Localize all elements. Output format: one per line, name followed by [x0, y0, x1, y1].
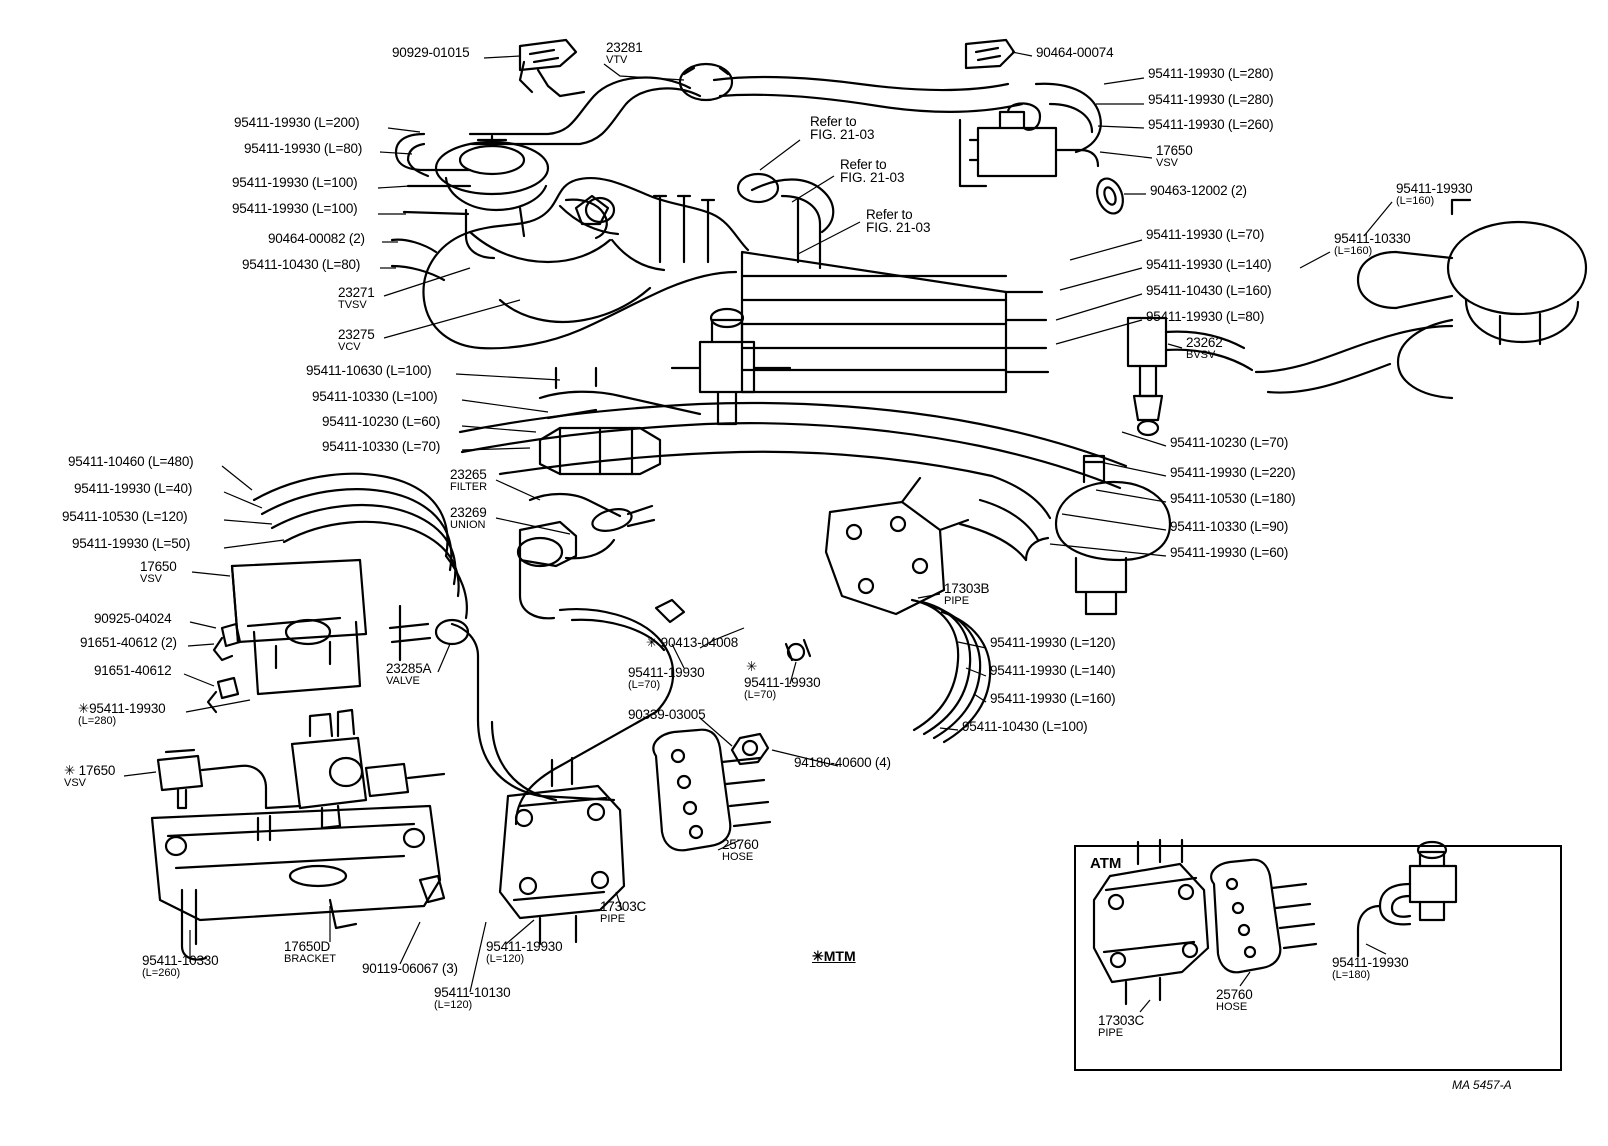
part-label-95411-19930-280-mtm: ✳95411-19930 (L=280) [78, 701, 166, 727]
part-label-95411-10530-120: 95411-10530 (L=120) [62, 509, 188, 524]
part-label-95411-10430-160: 95411-10430 (L=160) [1146, 283, 1272, 298]
part-label-95411-10130-120: 95411-10130 (L=120) [434, 985, 511, 1011]
part-label-95411-19930-60: 95411-19930 (L=60) [1170, 545, 1289, 560]
part-label-95411-19930-120a: 95411-19930 (L=120) [990, 635, 1116, 650]
part-label-95411-10530-180: 95411-10530 (L=180) [1170, 491, 1296, 506]
part-label-95411-19930-70c: 95411-19930 (L=70) [744, 675, 821, 701]
part-label-17303c-pipe: 17303C PIPE [600, 899, 647, 925]
part-label-95411-19930-120b: 95411-19930 (L=120) [486, 939, 563, 965]
part-label-95411-19930-100a: 95411-19930 (L=100) [232, 175, 358, 190]
part-label-17650-vsv-left: 17650 VSV [140, 559, 177, 585]
part-label-23285a-valve: 23285A VALVE [386, 661, 432, 687]
refer-note-1: Refer to FIG. 21-03 [810, 114, 875, 142]
part-label-95411-10230-60: 95411-10230 (L=60) [322, 414, 441, 429]
part-label-94180-40600: 94180-40600 (4) [794, 755, 891, 770]
inset-label-17303c: 17303C PIPE [1098, 1013, 1145, 1039]
part-label-23275-vcv: 23275 VCV [338, 327, 375, 353]
part-label-90119-06067: 90119-06067 (3) [362, 961, 458, 976]
part-label-95411-19930-80a: 95411-19930 (L=80) [244, 141, 363, 156]
part-label-95411-19930-70a: 95411-19930 (L=70) [1146, 227, 1265, 242]
part-label-95411-19930-280a: 95411-19930 (L=280) [1148, 66, 1274, 81]
part-label-23271-tvsv: 23271 TVSV [338, 285, 375, 311]
part-label-95411-19930-200: 95411-19930 (L=200) [234, 115, 360, 130]
part-label-95411-10330-70: 95411-10330 (L=70) [322, 439, 441, 454]
atm-inset-box [1074, 845, 1562, 1071]
inset-label-95411-19930-180: 95411-19930 (L=180) [1332, 955, 1409, 981]
part-label-95411-10330-260: 95411-10330 (L=260) [142, 953, 219, 979]
part-label-95411-10230-70: 95411-10230 (L=70) [1170, 435, 1289, 450]
part-label-95411-19930-280b: 95411-19930 (L=280) [1148, 92, 1274, 107]
part-label-95411-10430-80: 95411-10430 (L=80) [242, 257, 361, 272]
part-label-95411-19930-50: 95411-19930 (L=50) [72, 536, 191, 551]
part-label-95411-10330-100: 95411-10330 (L=100) [312, 389, 438, 404]
part-label-95411-19930-100b: 95411-19930 (L=100) [232, 201, 358, 216]
part-label-95411-19930-140b: 95411-19930 (L=140) [990, 663, 1116, 678]
part-label-90339-03005: 90339-03005 [628, 707, 706, 722]
part-label-91651-40612-2: 91651-40612 (2) [80, 635, 177, 650]
refer-note-2: Refer to FIG. 21-03 [840, 157, 905, 185]
part-label-90463-12002: 90463-12002 (2) [1150, 183, 1247, 198]
part-label-90464-00074: 90464-00074 [1036, 45, 1114, 60]
part-label-23262-bvsv: 23262 BVSV [1186, 335, 1223, 361]
part-label-95411-19930-260: 95411-19930 (L=260) [1148, 117, 1274, 132]
refer-note-3: Refer to FIG. 21-03 [866, 207, 931, 235]
part-label-91651-40612: 91651-40612 [94, 663, 172, 678]
part-label-95411-10330-160: 95411-10330 (L=160) [1334, 231, 1411, 257]
part-label-23281: 23281 VTV [606, 40, 643, 66]
part-label-95411-19930-80b: 95411-19930 (L=80) [1146, 309, 1265, 324]
part-label-90413-04008: ✳ 90413-04008 [646, 635, 739, 650]
part-label-23265-filter: 23265 FILTER [450, 467, 488, 493]
part-label-25760-hose: 25760 HOSE [722, 837, 759, 863]
part-label-95411-10430-100: 95411-10430 (L=100) [962, 719, 1088, 734]
part-label-90929-01015: 90929-01015 [392, 45, 470, 60]
mtm-star-marker: ✳ [746, 659, 758, 674]
part-label-95411-10460-480: 95411-10460 (L=480) [68, 454, 194, 469]
part-label-17650d-bracket: 17650D BRACKET [284, 939, 336, 965]
part-label-95411-10330-90: 95411-10330 (L=90) [1170, 519, 1289, 534]
part-label-95411-19930-220: 95411-19930 (L=220) [1170, 465, 1296, 480]
part-label-95411-10630-100: 95411-10630 (L=100) [306, 363, 432, 378]
part-label-95411-19930-160: 95411-19930 (L=160) [1396, 181, 1473, 207]
part-label-95411-19930-40: 95411-19930 (L=40) [74, 481, 193, 496]
part-label-95411-19930-70b: 95411-19930 (L=70) [628, 665, 705, 691]
part-label-95411-19930-140a: 95411-19930 (L=140) [1146, 257, 1272, 272]
part-label-17650-vsv-mtm: ✳ 17650 VSV [64, 763, 116, 789]
atm-inset-title: ATM [1090, 855, 1122, 872]
part-label-95411-19930-160b: 95411-19930 (L=160) [990, 691, 1116, 706]
part-label-17650-vsv-top: 17650 VSV [1156, 143, 1193, 169]
inset-label-25760: 25760 HOSE [1216, 987, 1253, 1013]
part-label-23269-union: 23269 UNION [450, 505, 487, 531]
figure-code: MA 5457-A [1452, 1078, 1512, 1092]
mtm-legend: ✳MTM [812, 948, 856, 964]
part-label-17303b-pipe: 17303B PIPE [944, 581, 990, 607]
part-label-90464-00082: 90464-00082 (2) [268, 231, 365, 246]
part-label-90925-04024: 90925-04024 [94, 611, 172, 626]
